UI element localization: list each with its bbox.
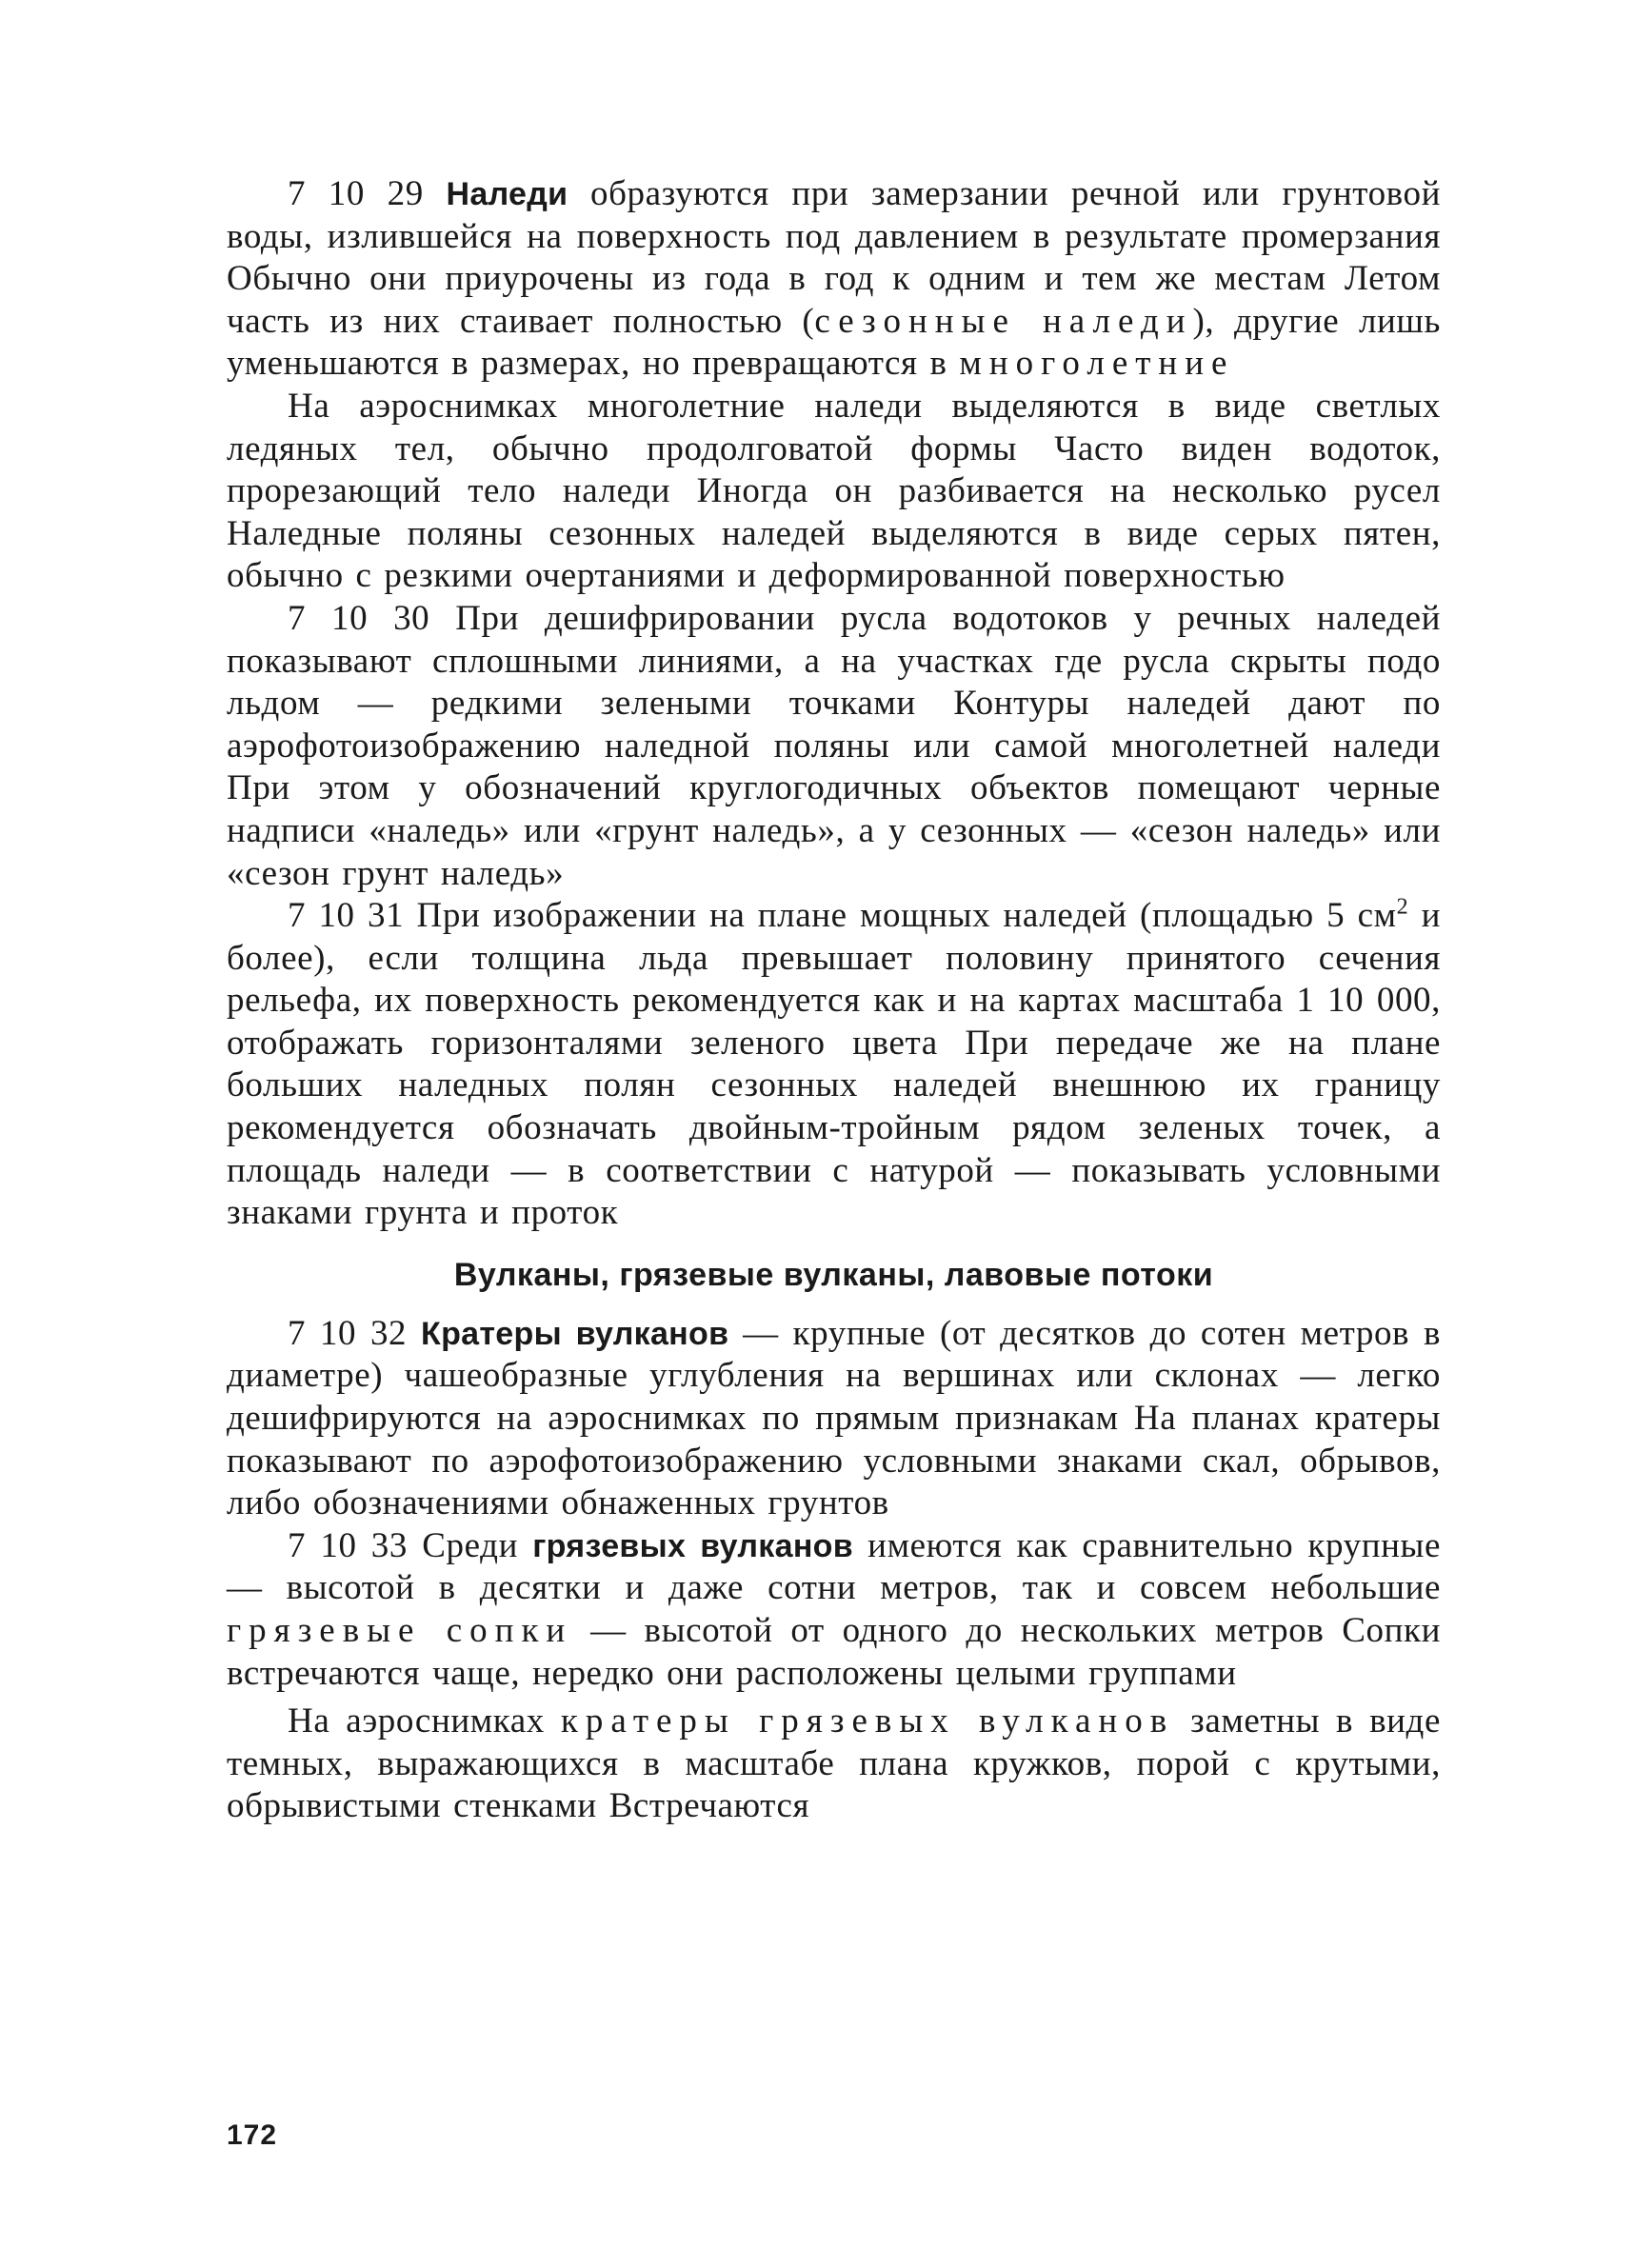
spaced-term: грязевые сопки xyxy=(227,1611,573,1650)
section-number: 7 10 32 xyxy=(288,1313,408,1353)
spaced-term: многолетние xyxy=(959,344,1235,384)
paragraph-7-10-33 xyxy=(227,1525,1441,1695)
section-number: 7 10 30 xyxy=(288,598,430,638)
spaced-term: сезонные наледи xyxy=(814,301,1193,341)
paragraph-text: ), другие лишь уменьшаются в размерах, но превращаются в xyxy=(227,301,1441,384)
term-mud-volcanoes: грязевых вулканов xyxy=(532,1527,853,1564)
spaced-term: кратеры грязевых вулканов xyxy=(560,1701,1175,1741)
page-number: 172 xyxy=(227,2119,278,2151)
paragraph-7-10-30 xyxy=(227,598,1441,895)
paragraph-text: — крупные (от десятков до сотен метров в диаметре) чашеобразные углубления на вершинах или склонах — легко дешифрируются на аэроснимках по прямым признакам На планах кратеры показывают по аэрофотоизображению условными знаками скал, обрывов, либо обозначениями обнаженных грунтов xyxy=(227,1313,1442,1523)
paragraph-7-10-29 xyxy=(227,173,1441,386)
paragraph-text: имеются как сравнительно крупные — высотой в десятки и даже сотни метров, так и совсем небольшие xyxy=(227,1525,1441,1608)
paragraph-text: При изображении на плане мощных наледей (площадью 5 см xyxy=(404,896,1397,936)
paragraph-text: На аэроснимках xyxy=(288,1701,561,1741)
paragraph-text: образуются при замерзании речной или грунтовой воды, излившейся на поверхность под давлением в результате промерзания Обычно они приурочены из года в год к одним и тем же местам Летом часть из них стаивает полностью ( xyxy=(227,174,1442,341)
section-heading: Вулканы, грязевые вулканы, лавовые потоки xyxy=(453,1256,1214,1293)
paragraph-text: и более), если толщина льда превышает половину принятого сечения рельефа, их поверхность рекомендуется как и на картах масштаба 1 10 000, отображать горизонталями зеленого цвета При передаче же на плане больших наледных полян сезонных наледей внешнюю их границу рекомендуется обозначать двойным-тройным рядом зеленых точек, а площадь наледи — в соответствии с натурой — показывать условными знаками грунта и проток xyxy=(227,896,1441,1233)
section-number: 7 10 29 xyxy=(288,174,424,213)
paragraph-text: Среди xyxy=(407,1525,533,1565)
paragraph-text: При дешифрировании русла водотоков у речных наледей показывают сплошными линиями, а на участках где русла скрыты подо льдом — редкими зелеными точками Контуры наледей дают по аэрофотоизображению наледной поляны или самой многолетней наледи При этом у обозначений круглогодичных объектов помещают черные надписи «наледь» или «грунт наледь», а у сезонных — «сезон наледь» или «сезон грунт наледь» xyxy=(227,598,1442,893)
page-body xyxy=(227,173,1441,1828)
term-craters: Кратеры вулканов xyxy=(421,1315,729,1352)
paragraph-text: заметны в виде темных, выражающихся в масштабе плана кружков, порой с крутыми, обрывистыми стенками Встречаются xyxy=(227,1701,1441,1826)
paragraph-aerial-craters xyxy=(227,1701,1441,1828)
paragraph-7-10-31 xyxy=(227,895,1441,1235)
paragraph-text: На аэроснимках многолетние наледи выделяются в виде светлых ледяных тел, обычно продолговатой формы Часто виден водоток, прорезающий тело наледи Иногда он разбивается на несколько русел Наледные поляны сезонных наледей выделяются в виде серых пятен, обычно с резкими очертаниями и деформированной поверхностью xyxy=(227,386,1441,596)
section-number: 7 10 33 xyxy=(288,1525,408,1565)
paragraph-7-10-32 xyxy=(227,1313,1441,1525)
paragraph-text: — высотой от одного до нескольких метров Сопки встречаются чаще, нередко они расположены целыми группами xyxy=(227,1611,1442,1693)
paragraph-aerial-naledi xyxy=(227,386,1441,598)
term-naledi: Наледи xyxy=(446,176,568,212)
section-number: 7 10 31 xyxy=(288,896,405,936)
superscript: 2 xyxy=(1396,894,1409,920)
